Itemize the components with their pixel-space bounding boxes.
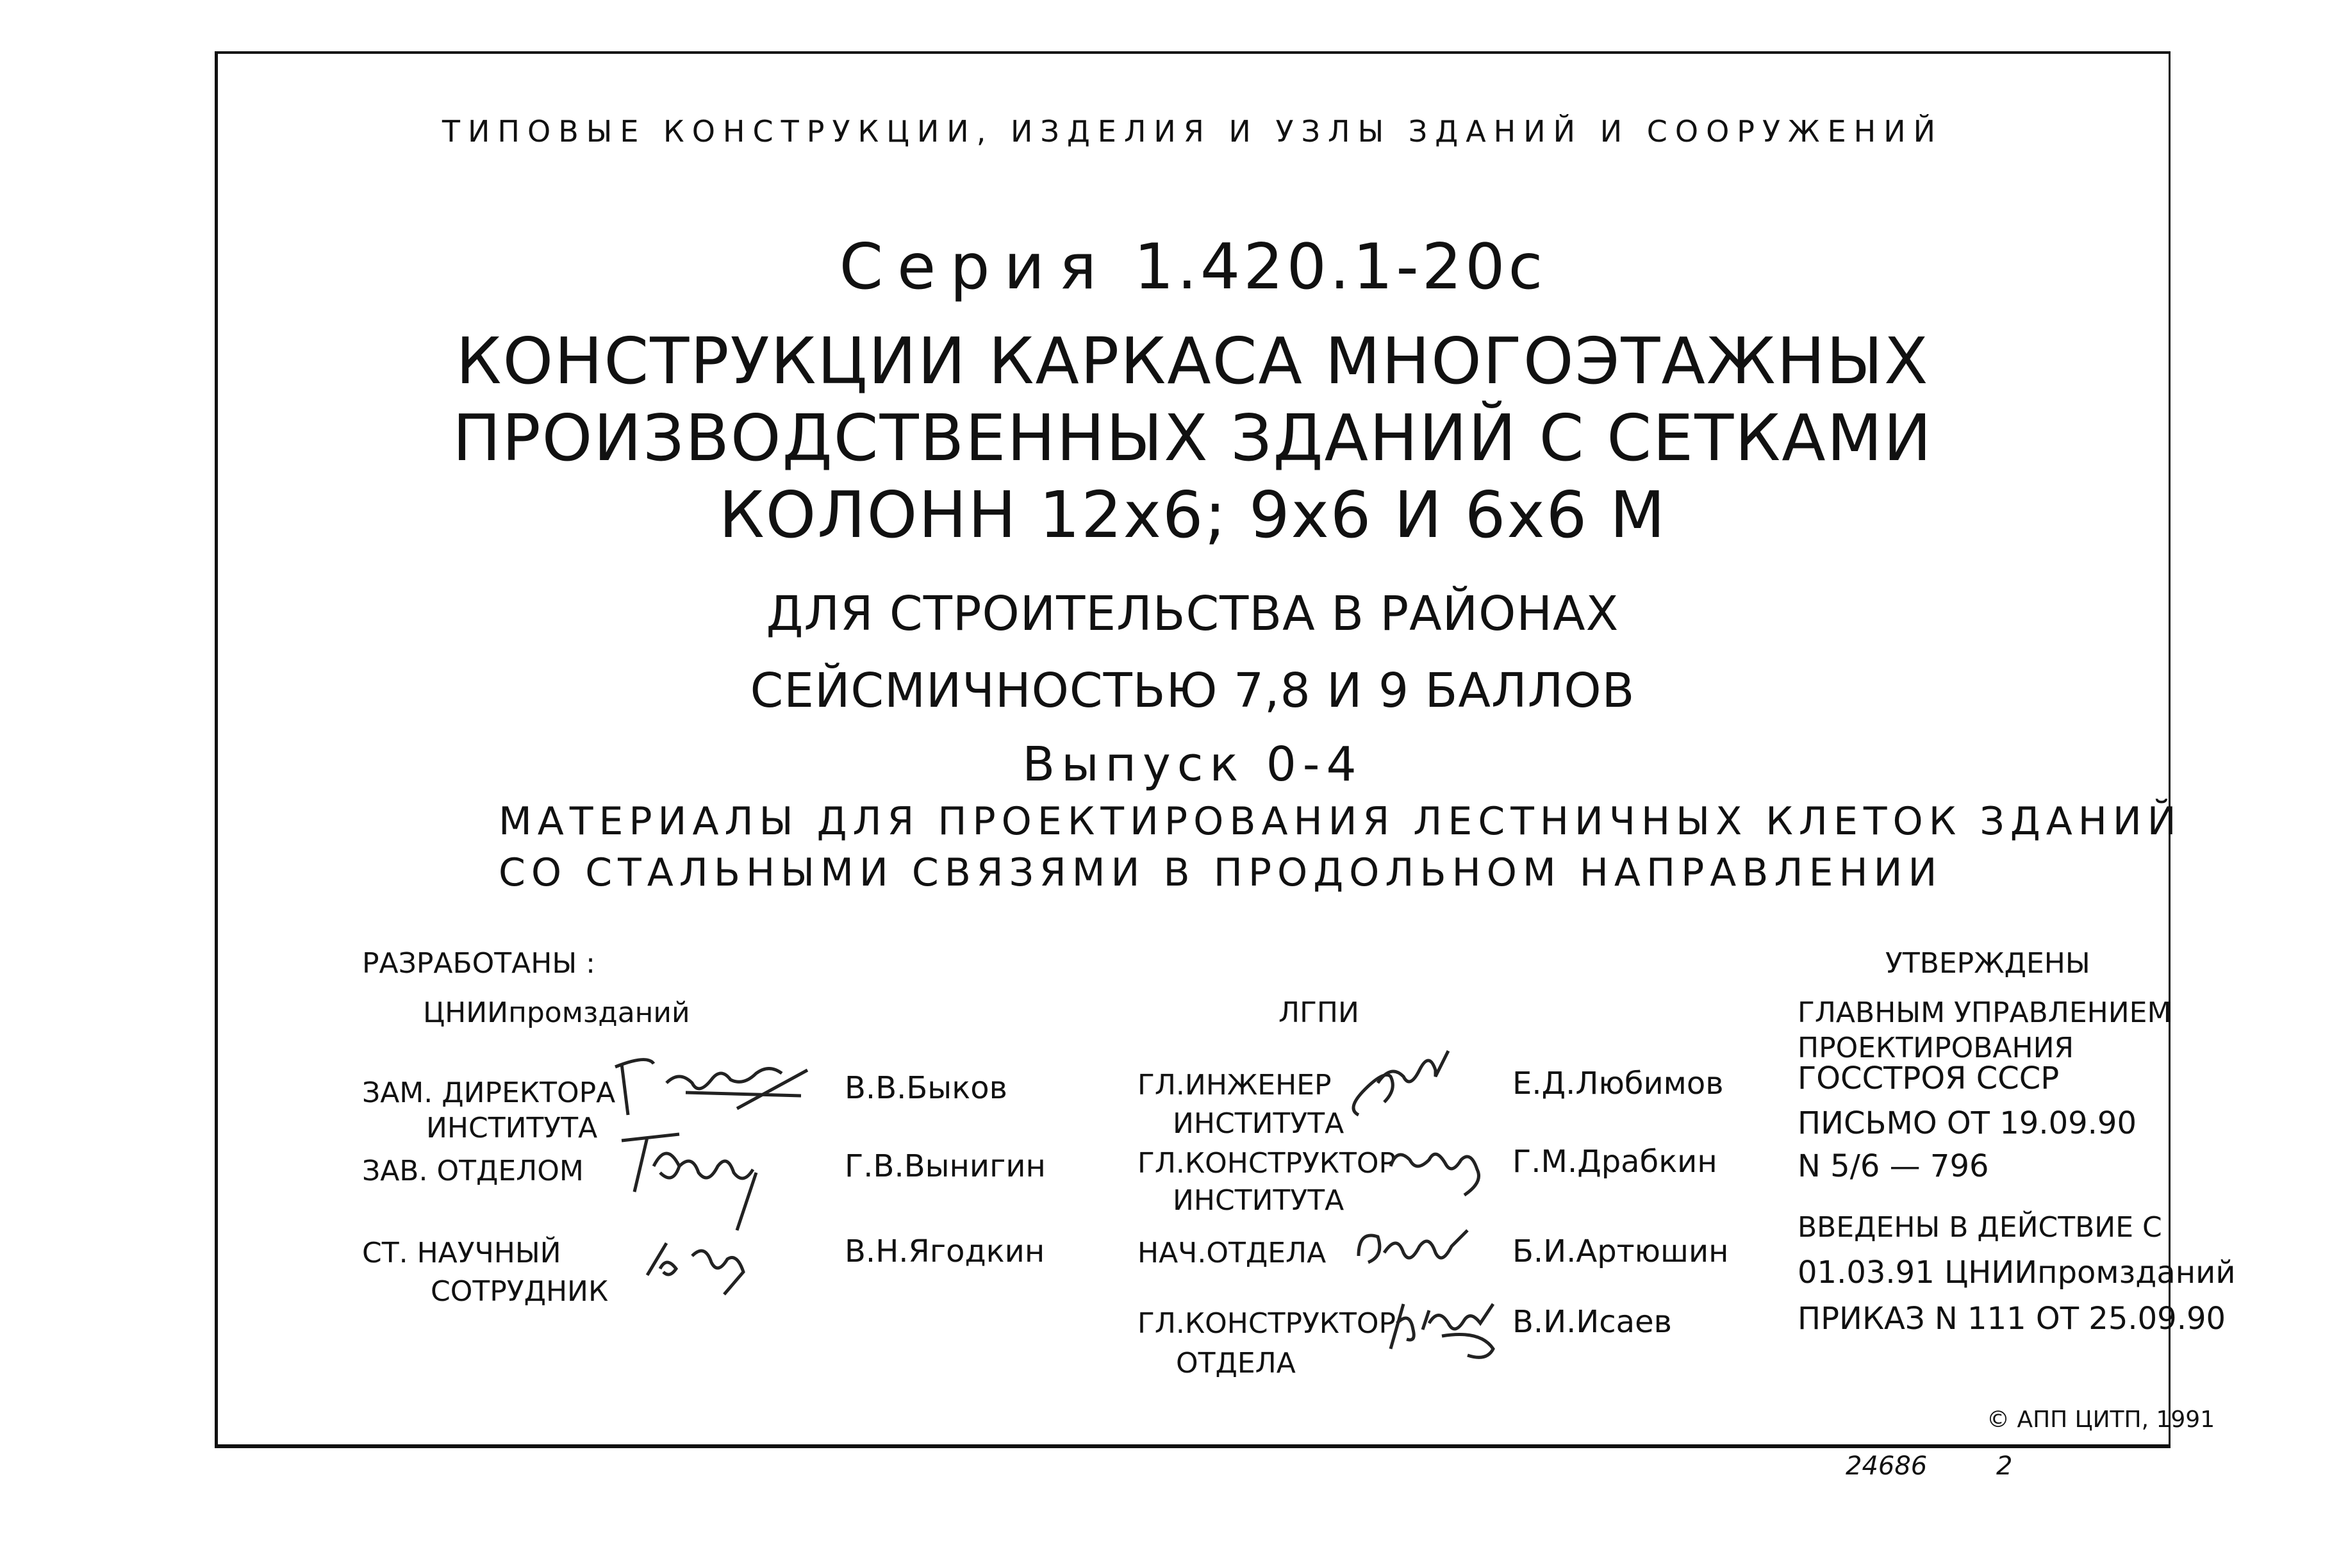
title-line-2: ПРОИЗВОДСТВЕННЫХ ЗДАНИЙ С СЕТКАМИ	[452, 400, 1933, 475]
signature-vynigin	[609, 1128, 814, 1237]
issue-number: Выпуск 0-4	[1022, 737, 1363, 792]
approved-line-1: ГЛАВНЫМ УПРАВЛЕНИЕМ	[1798, 996, 2172, 1029]
copyright: © АПП ЦИТП, 1991	[1987, 1407, 2215, 1433]
dev-role-2a: ЗАВ. ОТДЕЛОМ	[362, 1155, 584, 1187]
materials-line-1: МАТЕРИАЛЫ ДЛЯ ПРОЕКТИРОВАНИЯ ЛЕСТНИЧНЫХ КЛЕТОК ЗДАНИЙ	[499, 799, 2182, 844]
materials-line-2: СО СТАЛЬНЫМИ СВЯЗЯМИ В ПРОДОЛЬНОМ НАПРАВЛЕНИИ	[499, 850, 1943, 895]
doc-number: 24686	[1846, 1451, 1928, 1481]
lgpi-role-4b: ОТДЕЛА	[1176, 1347, 1296, 1380]
signature-drabkin	[1378, 1134, 1493, 1205]
series-number: 1.420.1-20с	[1134, 231, 1546, 304]
effective-line-2: 01.03.91 ЦНИИпромзданий	[1798, 1255, 2236, 1291]
page-number: 2	[1996, 1451, 2013, 1481]
series-line	[215, 231, 2171, 304]
effective-line-3: ПРИКАЗ N 111 ОТ 25.09.90	[1798, 1301, 2226, 1337]
subtitle-line-1: ДЛЯ СТРОИТЕЛЬСТВА В РАЙОНАХ	[766, 586, 1619, 641]
lgpi-name-3: Б.И.Артюшин	[1512, 1234, 1729, 1269]
signature-bykov	[609, 1044, 827, 1128]
lgpi-name-2: Г.М.Драбкин	[1512, 1144, 1717, 1180]
effective-line-1: ВВЕДЕНЫ В ДЕЙСТВИЕ С	[1798, 1211, 2162, 1244]
dev-role-1a: ЗАМ. ДИРЕКТОРА	[362, 1077, 616, 1109]
developed-label: РАЗРАБОТАНЫ :	[362, 947, 595, 980]
lgpi-name-4: В.И.Исаев	[1512, 1304, 1672, 1340]
dev-name-3: В.Н.Ягодкин	[845, 1234, 1045, 1269]
developed-org: ЦНИИпромзданий	[423, 996, 690, 1029]
dev-role-1b: ИНСТИТУТА	[426, 1112, 598, 1144]
dev-name-1: В.В.Быков	[845, 1070, 1007, 1106]
dev-role-3a: СТ. НАУЧНЫЙ	[362, 1237, 561, 1269]
lgpi-role-2b: ИНСТИТУТА	[1173, 1184, 1344, 1217]
approved-line-4: ПИСЬМО ОТ 19.09.90	[1798, 1105, 2137, 1141]
signature-yagodkin	[641, 1230, 769, 1301]
lgpi-name-1: Е.Д.Любимов	[1512, 1066, 1724, 1102]
approved-line-3: ГОССТРОЯ СССР	[1798, 1060, 2060, 1096]
title-line-3: КОЛОНН 12х6; 9х6 И 6х6 М	[718, 477, 1667, 552]
lgpi-role-1a: ГЛ.ИНЖЕНЕР	[1137, 1069, 1332, 1102]
lgpi-role-4a: ГЛ.КОНСТРУКТОР	[1137, 1307, 1396, 1340]
series-header: ТИПОВЫЕ КОНСТРУКЦИИ, ИЗДЕЛИЯ И УЗЛЫ ЗДАНИЙ И СООРУЖЕНИЙ	[442, 114, 1944, 149]
signature-artyushin	[1346, 1217, 1480, 1288]
title-line-1: КОНСТРУКЦИИ КАРКАСА МНОГОЭТАЖНЫХ	[456, 324, 1930, 399]
signature-lyubimov	[1339, 1038, 1461, 1128]
approved-line-2: ПРОЕКТИРОВАНИЯ	[1798, 1032, 2074, 1064]
dev-name-2: Г.В.Вынигин	[845, 1148, 1046, 1184]
lgpi-role-2a: ГЛ.КОНСТРУКТОР	[1137, 1147, 1396, 1180]
subtitle-line-2: СЕЙСМИЧНОСТЬЮ 7,8 И 9 БАЛЛОВ	[750, 663, 1635, 718]
signature-isaev	[1378, 1291, 1506, 1368]
lgpi-org: ЛГПИ	[1278, 996, 1359, 1029]
lgpi-role-3a: НАЧ.ОТДЕЛА	[1137, 1237, 1327, 1269]
approved-label: УТВЕРЖДЕНЫ	[1885, 947, 2090, 980]
lgpi-role-1b: ИНСТИТУТА	[1173, 1107, 1344, 1140]
dev-role-3b: СОТРУДНИК	[431, 1275, 609, 1308]
approved-line-5: N 5/6 — 796	[1798, 1148, 1989, 1184]
series-label: Серия	[839, 231, 1111, 304]
